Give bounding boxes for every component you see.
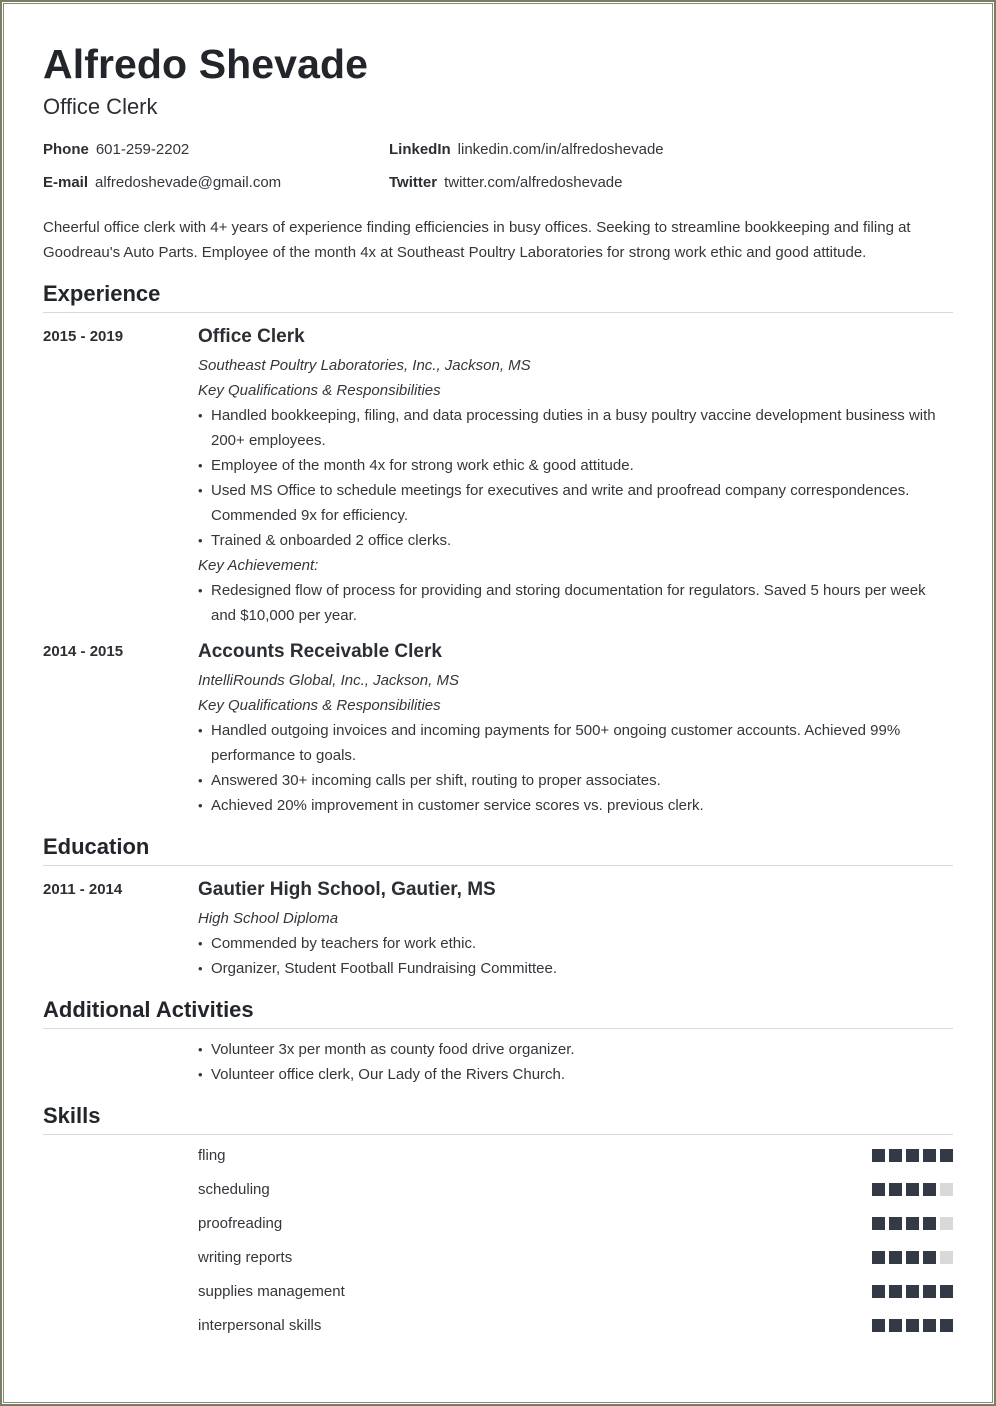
rating-filled-square-icon	[872, 1217, 885, 1230]
contact-phone	[43, 140, 189, 160]
skill-name: proofreading	[198, 1215, 283, 1232]
education-dates: 2011 - 2014	[43, 881, 123, 898]
rating-filled-square-icon	[906, 1319, 919, 1332]
skill-row	[198, 1248, 953, 1268]
list-item: • Achieved 20% improvement in customer service scores vs. previous clerk.	[198, 793, 943, 818]
skill-name: scheduling	[198, 1181, 270, 1198]
job-company: Southeast Poultry Laboratories, Inc., Jackson, MS	[198, 357, 531, 374]
linkedin-label: LinkedIn	[389, 141, 451, 158]
phone-value: 601-259-2202	[95, 141, 190, 158]
list-item: • Trained & onboarded 2 office clerks.	[198, 528, 943, 553]
job-title: Accounts Receivable Clerk	[198, 641, 442, 662]
skill-rating	[872, 1149, 953, 1162]
rating-filled-square-icon	[940, 1149, 953, 1162]
job-dates: 2014 - 2015	[43, 643, 124, 660]
twitter-link[interactable]: twitter.com/alfredoshevade	[444, 174, 623, 191]
rating-filled-square-icon	[940, 1285, 953, 1298]
list-item: • Handled outgoing invoices and incoming payments for 500+ ongoing customer accounts. Achieved 99% performance to goals.	[198, 718, 943, 768]
contact-email	[43, 173, 281, 193]
candidate-name: Alfredo Shevade	[43, 41, 369, 87]
summary-paragraph: Cheerful office clerk with 4+ years of experience finding efficiencies in busy offices. Seeking to streamline bookkeeping and filing at Goodreau's Auto Parts. Employee of the month 4x at Southeast Poultry Laboratories for strong work ethic and good attitude.	[43, 219, 911, 261]
list-item: • Used MS Office to schedule meetings for executives and write and proofread company correspondences. Commended 9x for efficiency.	[198, 478, 943, 528]
rating-filled-square-icon	[906, 1183, 919, 1196]
achievement-heading: Key Achievement:	[198, 557, 319, 574]
rating-filled-square-icon	[872, 1285, 885, 1298]
rating-filled-square-icon	[923, 1251, 936, 1264]
list-item: • Organizer, Student Football Fundraising Committee.	[198, 956, 943, 981]
rating-filled-square-icon	[889, 1183, 902, 1196]
rating-filled-square-icon	[889, 1149, 902, 1162]
job-bullets	[198, 718, 943, 818]
rating-filled-square-icon	[906, 1217, 919, 1230]
rating-filled-square-icon	[906, 1149, 919, 1162]
rating-filled-square-icon	[940, 1319, 953, 1332]
degree: High School Diploma	[198, 910, 339, 927]
education-heading: Education	[43, 833, 953, 866]
list-item: • Answered 30+ incoming calls per shift, routing to proper associates.	[198, 768, 943, 793]
contact-linkedin	[389, 140, 664, 160]
job-company: IntelliRounds Global, Inc., Jackson, MS	[198, 672, 459, 689]
skill-rating	[872, 1183, 953, 1196]
rating-filled-square-icon	[889, 1285, 902, 1298]
activities-bullets	[198, 1037, 943, 1087]
rating-filled-square-icon	[906, 1285, 919, 1298]
rating-filled-square-icon	[906, 1251, 919, 1264]
skill-name: writing reports	[198, 1249, 293, 1266]
rating-filled-square-icon	[889, 1251, 902, 1264]
linkedin-link[interactable]: linkedin.com/in/alfredoshevade	[457, 141, 664, 158]
list-item: • Employee of the month 4x for strong work ethic & good attitude.	[198, 453, 943, 478]
skill-row	[198, 1282, 953, 1302]
job-dates: 2015 - 2019	[43, 328, 124, 345]
skill-rating	[872, 1285, 953, 1298]
job-title: Office Clerk	[198, 326, 305, 347]
list-item: • Handled bookkeeping, filing, and data processing duties in a busy poultry vaccine development business with 200+ employees.	[198, 403, 943, 453]
rating-filled-square-icon	[923, 1183, 936, 1196]
email-label: E-mail	[43, 174, 89, 191]
rating-empty-square-icon	[940, 1183, 953, 1196]
twitter-label: Twitter	[389, 174, 438, 191]
phone-label: Phone	[43, 141, 89, 158]
rating-filled-square-icon	[923, 1319, 936, 1332]
rating-empty-square-icon	[940, 1251, 953, 1264]
rating-filled-square-icon	[872, 1319, 885, 1332]
school-name: Gautier High School, Gautier, MS	[198, 879, 496, 900]
rating-empty-square-icon	[940, 1217, 953, 1230]
skill-rating	[872, 1319, 953, 1332]
qualifications-heading: Key Qualifications & Responsibilities	[198, 382, 441, 399]
candidate-title: Office Clerk	[43, 94, 158, 119]
job-bullets	[198, 403, 943, 553]
rating-filled-square-icon	[923, 1217, 936, 1230]
email-value[interactable]: alfredoshevade@gmail.com	[95, 174, 282, 191]
list-item: • Redesigned flow of process for providing and storing documentation for regulators. Saved 5 hours per week and $10,000 per year.	[198, 578, 943, 628]
skill-row	[198, 1316, 953, 1336]
skill-row	[198, 1214, 953, 1234]
skill-row	[198, 1180, 953, 1200]
rating-filled-square-icon	[872, 1183, 885, 1196]
list-item: • Commended by teachers for work ethic.	[198, 931, 943, 956]
education-bullets	[198, 931, 943, 981]
contact-twitter	[389, 173, 623, 193]
skill-name: fling	[198, 1147, 226, 1164]
skill-rating	[872, 1217, 953, 1230]
rating-filled-square-icon	[872, 1149, 885, 1162]
experience-heading: Experience	[43, 280, 953, 313]
skill-name: supplies management	[198, 1283, 345, 1300]
rating-filled-square-icon	[889, 1217, 902, 1230]
list-item: • Volunteer office clerk, Our Lady of the Rivers Church.	[198, 1062, 943, 1087]
rating-filled-square-icon	[923, 1149, 936, 1162]
skill-name: interpersonal skills	[198, 1317, 322, 1334]
rating-filled-square-icon	[872, 1251, 885, 1264]
activities-heading: Additional Activities	[43, 996, 953, 1029]
rating-filled-square-icon	[889, 1319, 902, 1332]
achievement-bullets	[198, 578, 943, 628]
qualifications-heading: Key Qualifications & Responsibilities	[198, 697, 441, 714]
rating-filled-square-icon	[923, 1285, 936, 1298]
list-item: • Volunteer 3x per month as county food drive organizer.	[198, 1037, 943, 1062]
skill-row	[198, 1146, 953, 1166]
skill-rating	[872, 1251, 953, 1264]
skills-heading: Skills	[43, 1102, 953, 1135]
